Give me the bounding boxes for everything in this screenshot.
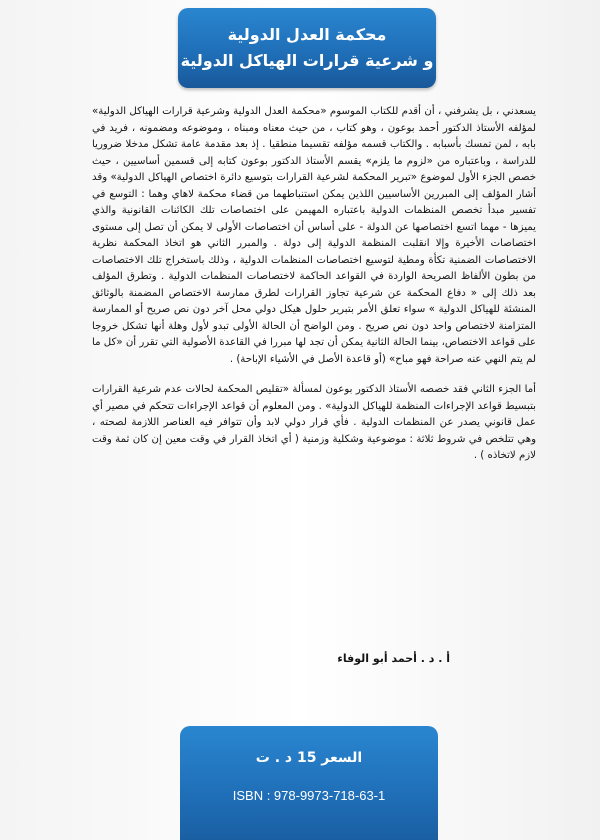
price-box — [180, 726, 438, 840]
isbn-label: ISBN : 978-9973-718-63-1 — [232, 788, 386, 803]
price-label: السعر 15 د . ت — [255, 750, 363, 766]
title-banner — [178, 8, 436, 88]
author-signature: أ . د . أحمد أبو الوفاء — [337, 652, 450, 665]
title-line-2: و شرعية قرارات الهياكل الدولية — [180, 51, 434, 70]
foreword-text — [92, 104, 536, 465]
title-line-1: محكمة العدل الدولية — [227, 25, 387, 44]
foreword-paragraph-2: أما الجزء الثاني فقد خصصه الأستاذ الدكتور بوعون لمسألة «تقليص المحكمة لحالات عدم شرعية القرارات بتبسيط قواعد الإجراءات المنظمة للهياكل الدولية» . ومن المعلوم أن قواعد الإجراءات تتحكم في مصير أي عمل قانوني يصدر عن المنظمات الدولية . فأي قرار دولي لابد وأن تتوافر فيه العناصر اللازمة لصحته ، وهي تتلخص في شروط ثلاثة : موضوعية وشكلية وزمنية ( أي اتخاذ القرار في وقت معين إن كان ثمة وقت لازم لاتخاذه ) . — [92, 384, 536, 461]
foreword-paragraph-1: يسعدني ، بل يشرفني ، أن أقدم للكتاب الموسوم «محكمة العدل الدولية وشرعية قرارات الهياكل الدولية» لمؤلفه الأستاذ الدكتور أحمد بوعون ، وهو كتاب ، من حيث معناه ومبناه ، وموضوعه ومضمونه ، فريد في بابه ، لمن تمسك بأسبابه . والكتاب قسمه مؤلفه تقسيما منطقيا . إذ بعد مقدمة عامة تشكل مدخلا ضروريا للدراسة ، وباعتباره من «لزوم ما يلزم» يقسم الأستاذ الدكتور بوعون كتابه إلى قسمين أساسيين ، حيث خصص الجزء الأول لموضوع «تبرير المحكمة لشرعية القرارات بتوسيع دائرة اختصاص الهياكل الدولية» وقد أشار المؤلف إلى المبررين الأساسيين اللذين يمكن استنباطهما من قضاء محكمة لاهاي وهما : التوسع في تفسير مبدأ تخصص المنظمات الدولية باعتباره المهيمن على اختصاصات تلك الكائنات القانونية والذي يميزها - مهما اتسع اختصاصها عن الدولة - على أساس أن اختصاصات الأولى لا يمكن أن تصل إلى مستوى اختصاصات الأخيرة وإلا انقلبت المنظمة الدولية إلى دولة . والمبرر الثاني هو اتخاذ المحكمة نظرية الاختصاصات الضمنية تكأة ومطية لتوسيع اختصاصات المنظمات الدولية ، وذلك باستخراج تلك الاختصاصات من بطون الألفاظ الصريحة الواردة في القواعد الحاكمة لاختصاصات المنظمات الدولية . وتطرق المؤلف بعد ذلك إلى « دفاع المحكمة عن شرعية تجاوز القرارات لطرق ممارسة الاختصاص المضمنة بالوثائق المنشئة للهياكل الدولية » سواء تعلق الأمر بتبرير حلول هيكل دولي محل آخر دون نص صريح أو الممارسة المتزامنة لاختصاص واحد دون نص صريح . ومن الواضح أن الحالة الأولى تبدو لأول وهلة أنها تشكل خروجا على قواعد الاختصاص، بينما الحالة الثانية يمكن أن تجد لها مبررا في القاعدة الأصولية التي تقرر أن «كل ما لم يتم النهي عنه صراحة فهو مباح» (أو قاعدة الأصل في الأشياء الإباحة) . — [91, 106, 536, 365]
